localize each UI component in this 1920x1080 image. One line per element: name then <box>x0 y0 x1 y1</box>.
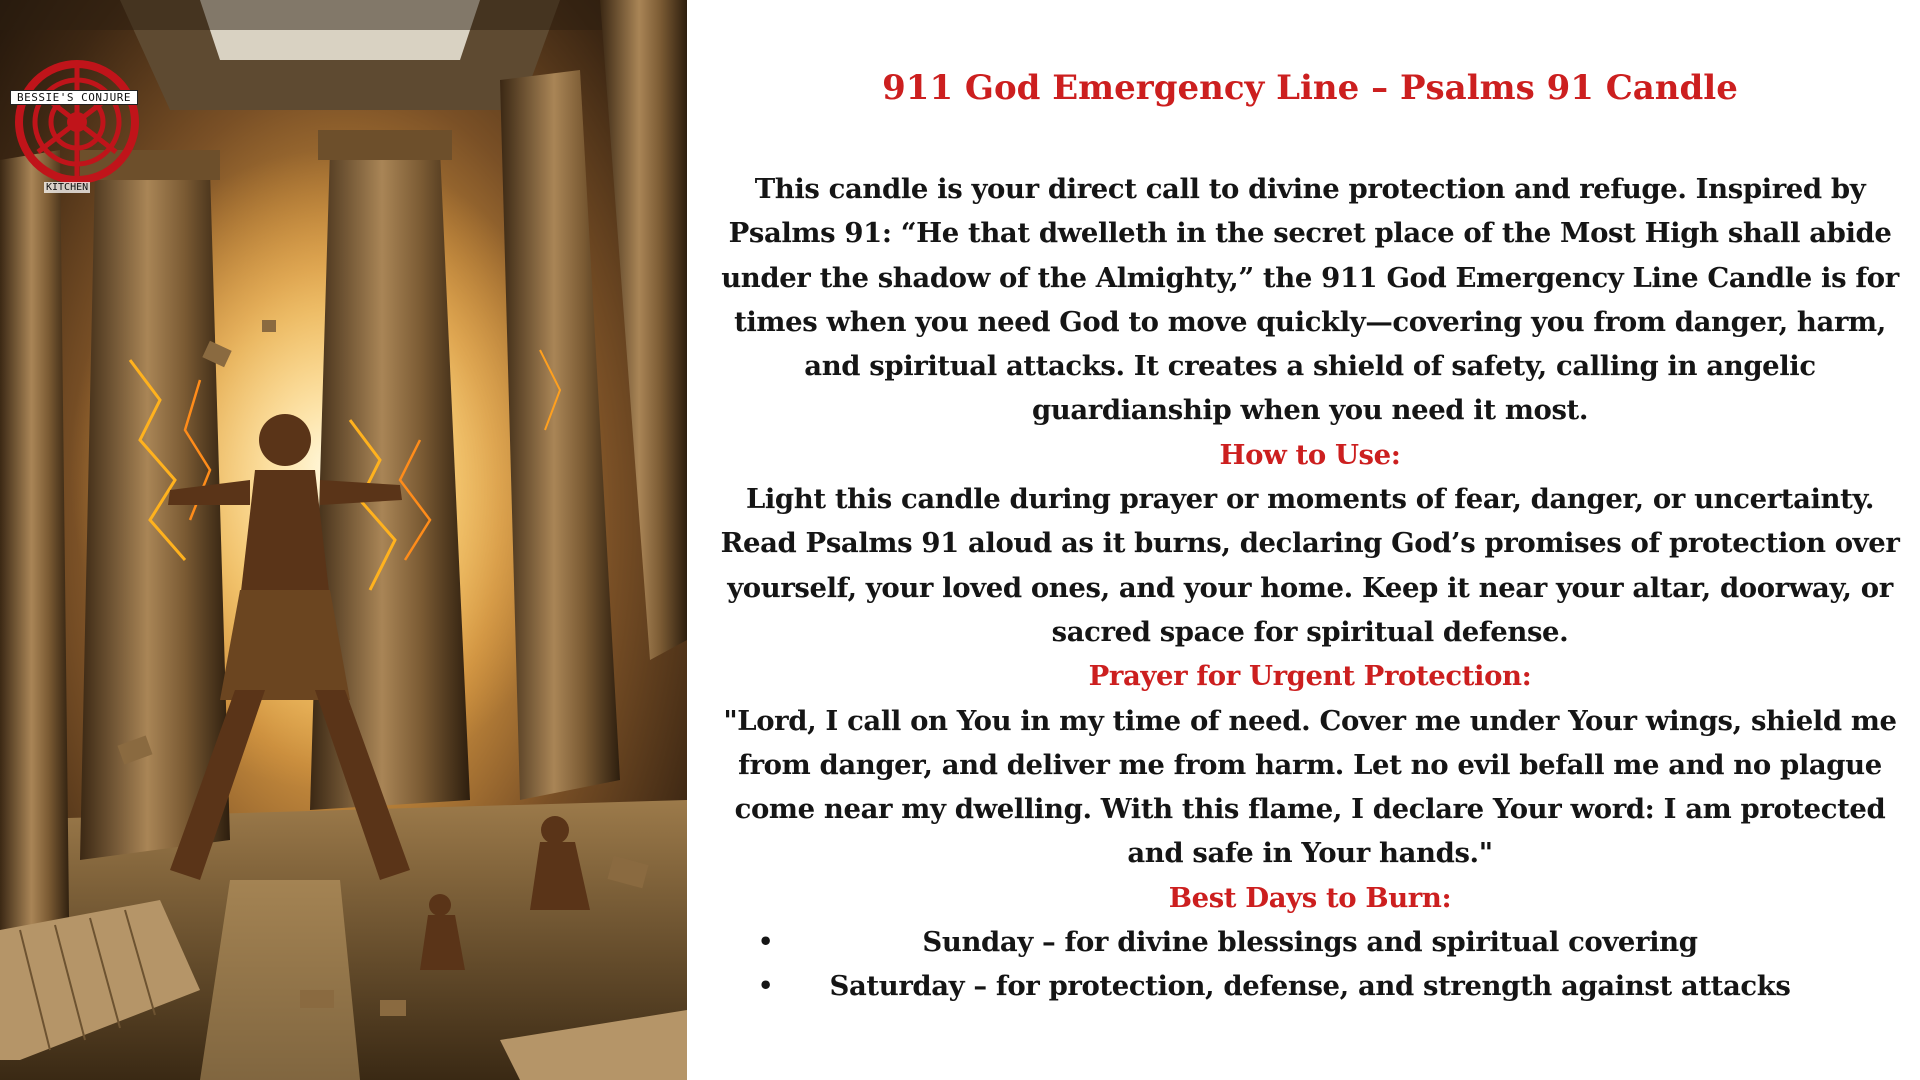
best-days-heading: Best Days to Burn: <box>1168 881 1452 914</box>
how-to-use-text: Light this candle during prayer or moments of fear, danger, or uncertainty. Read Psalms 91 aloud as it burns, declaring God’s promises of protection over yourself, your loved ones, and your home. Keep it near your altar, doorway, or sacred space for spiritual defense. <box>720 483 1900 648</box>
how-to-use-heading: How to Use: <box>1219 438 1401 471</box>
list-item <box>720 964 1900 1008</box>
description-body <box>720 167 1900 1009</box>
bessies-conjure-logo <box>8 52 146 192</box>
best-days-list <box>720 920 1900 1009</box>
prayer-heading: Prayer for Urgent Protection: <box>1088 660 1532 693</box>
samson-temple-illustration <box>0 0 687 1080</box>
best-day-sunday: Sunday – for divine blessings and spiritual covering <box>922 926 1698 959</box>
logo-brand-text: BESSIE'S CONJURE <box>10 90 138 105</box>
bullet-icon: • <box>758 971 773 1001</box>
product-title: 911 God Emergency Line – Psalms 91 Candle <box>882 68 1738 108</box>
list-item <box>720 920 1900 964</box>
best-day-saturday: Saturday – for protection, defense, and strength against attacks <box>829 970 1791 1003</box>
bullet-icon: • <box>758 927 773 957</box>
prayer-text: "Lord, I call on You in my time of need. Cover me under Your wings, shield me from danger, and deliver me from harm. Let no evil befall me and no plague come near my dwelling. With this flame, I declare Your word: I am protected and safe in Your hands." <box>723 704 1897 870</box>
intro-paragraph: This candle is your direct call to divine protection and refuge. Inspired by Psalms 91: “He that dwelleth in the secret place of the Most High shall abide under the shadow of the Almighty,” the 911 God Emergency Line Candle is for times when you need God to move quickly—covering you from danger, harm, and spiritual attacks. It creates a shield of safety, calling in angelic guardianship when you need it most. <box>721 173 1899 427</box>
logo-subtitle-text: KITCHEN <box>46 182 89 193</box>
